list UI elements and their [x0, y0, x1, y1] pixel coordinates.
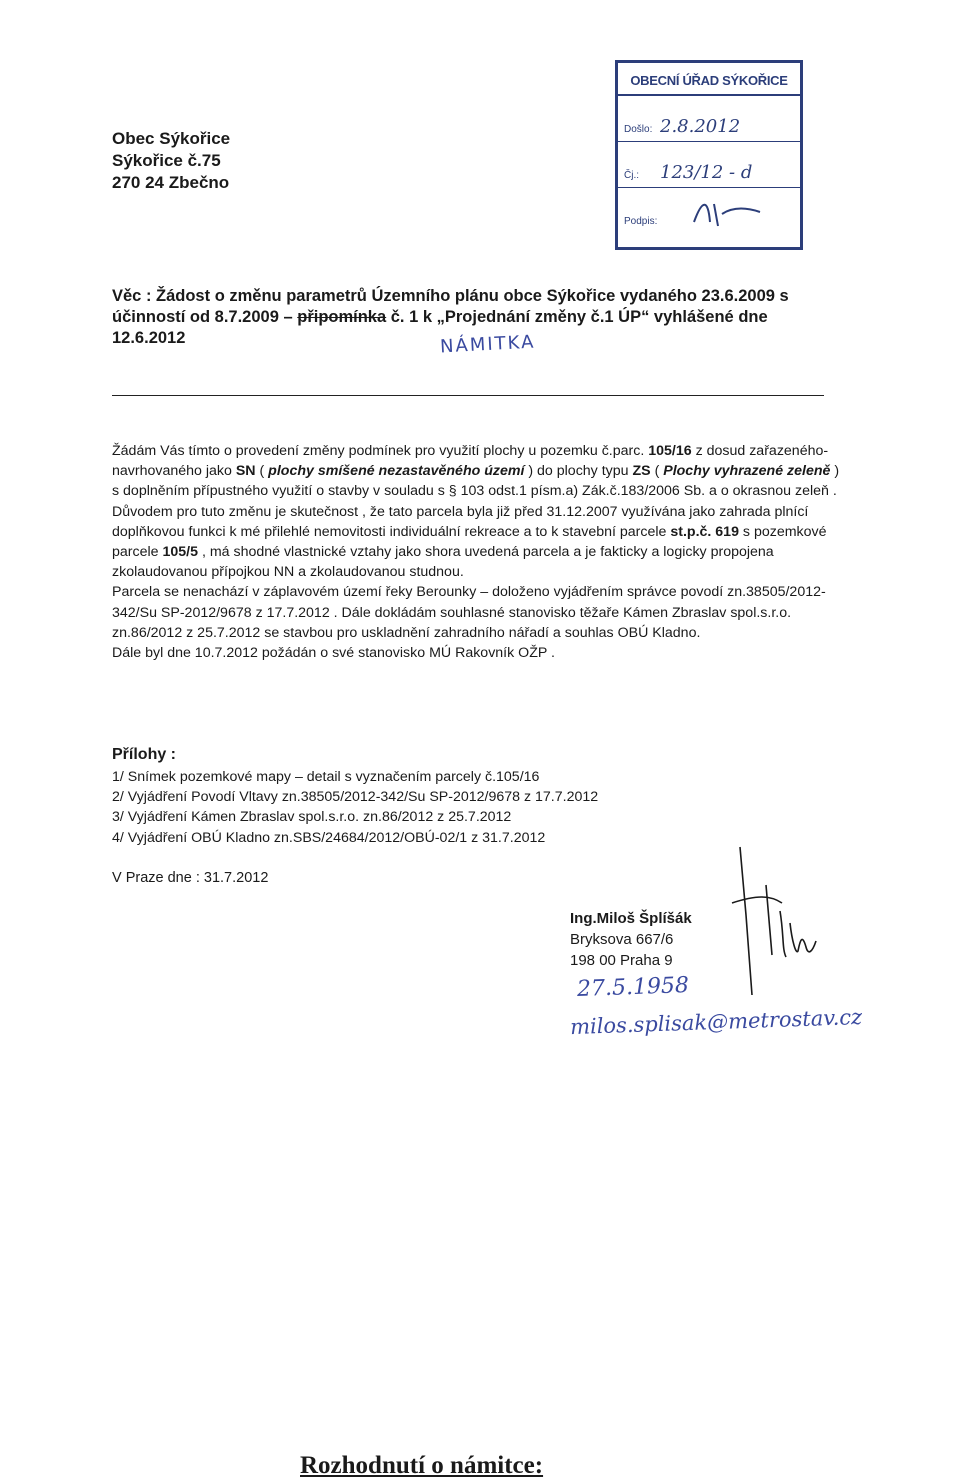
stamp-label: Došlo:	[624, 124, 653, 135]
text-run: Plochy vyhrazené zeleně	[663, 463, 831, 480]
stamp-row-received	[618, 96, 800, 142]
attachment-item: 1/ Snímek pozemkové mapy – detail s vyznačením parcely č.105/16	[112, 769, 540, 785]
receipt-stamp	[615, 60, 803, 250]
subject-text: Věc : Žádost o změnu parametrů Územního plánu obce Sýkořice vydaného 23.6.2009 s účinností od 8.7.2009 –	[112, 287, 789, 326]
text-run: 105/16	[648, 443, 692, 459]
text-run: plochy smíšené nezastavěného území	[268, 463, 525, 480]
stamp-signature-scribble	[688, 192, 768, 230]
text-run: (	[255, 463, 269, 480]
sender-block	[570, 908, 692, 971]
attachment-item: 4/ Vyjádření OBÚ Kladno zn.SBS/24684/2012/OBÚ-02/1 z 31.7.2012	[112, 829, 546, 846]
letter-body	[112, 441, 842, 663]
divider	[112, 395, 824, 396]
subject-text: č. 1 k „Projednání změny č.1 ÚP“ vyhlášené dne 12.6.2012	[112, 308, 768, 347]
text-run: Žádám Vás tímto o provedení změny podmínek pro využití plochy u pozemku č.parc.	[112, 443, 649, 459]
sender-name: Ing.Miloš Šplíšák	[570, 910, 692, 927]
text-run: , má shodné vlastnické vztahy jako shora uvedená parcela a je fakticky a logicky propojena zkolaudovanou přípojkou NN a zkolaudovanou studnou.	[112, 544, 774, 581]
body-paragraph: Dále byl dne 10.7.2012 požádán o své stanovisko MÚ Rakovník OŽP .	[112, 645, 555, 662]
sender-city: 198 00 Praha 9	[570, 952, 673, 969]
handwritten-birth-date: 27.5.1958	[576, 973, 690, 1002]
body-paragraph	[112, 441, 842, 502]
text-run: 105/5	[162, 544, 198, 561]
body-paragraph: Parcela se nenachází v záplavovém území řeky Berounky – doloženo vyjádřením správce povodí zn.38505/2012-342/Su SP-2012/9678 z 17.7.2012 . Dále dokládám souhlasné stanovisko těžaře Kámen Zbraslav spol.s.r.o. zn.86/2012 z 25.7.2012 se stavbou pro uskladnění zahradního nářadí a souhlas OBÚ Kladno.	[112, 584, 826, 641]
text-run: Důvodem pro tuto změnu je skutečnost , že tato parcela byla již před 31.12.2007 využívána jako zahrada plnící doplňkovou funkci k mé přilehlé nemovitosti individuální rekreace a to k stavební parcele	[112, 503, 809, 540]
attachment-item: 3/ Vyjádření Kámen Zbraslav spol.s.r.o. zn.86/2012 z 25.7.2012	[112, 809, 512, 826]
address-line: Sýkořice č.75	[112, 151, 221, 170]
stamp-handwritten-reference: 123/12 - d	[660, 162, 753, 183]
attachment-item: 2/ Vyjádření Povodí Vltavy zn.38505/2012-342/Su SP-2012/9678 z 17.7.2012	[112, 789, 599, 806]
stamp-label: Čj.:	[624, 170, 639, 181]
text-run: ) do plochy typu	[524, 463, 633, 480]
text-run: ZS	[632, 463, 651, 480]
address-line: 270 24 Zbečno	[112, 173, 230, 192]
handwritten-signature	[726, 845, 826, 1005]
text-run: (	[650, 463, 664, 480]
stamp-handwritten-date: 2.8.2012	[660, 116, 741, 137]
recipient-address	[112, 128, 230, 194]
text-run: st.p.č. 619	[670, 523, 739, 540]
sender-street: Bryksova 667/6	[570, 931, 674, 948]
stamp-row-signature	[618, 188, 800, 233]
text-run: ) s doplněním přípustného využití o stavby v souladu s § 103 odst.1 písm.a) Zák.č.183/2006 Sb. a o okrasnou zeleň .	[112, 463, 840, 500]
stamp-title: OBECNÍ ÚŘAD SÝKOŘICE	[618, 63, 800, 96]
text-run: SN	[235, 463, 256, 480]
stamp-row-reference	[618, 142, 800, 188]
address-line: Obec Sýkořice	[112, 129, 231, 148]
handwritten-email: milos.splisak@metrostav.cz	[569, 1004, 863, 1040]
subject-struck-word: připomínka	[297, 308, 387, 326]
attachments-heading: Přílohy :	[112, 746, 177, 763]
body-paragraph	[112, 502, 842, 583]
handwritten-note: NÁMITKA	[439, 331, 536, 358]
text-run: s pozemkové parcele	[112, 523, 827, 561]
text-run: z dosud zařazeného- navrhovaného jako	[112, 443, 829, 480]
decision-heading: Rozhodnutí o námitce:	[300, 1452, 544, 1479]
stamp-label: Podpis:	[624, 216, 658, 227]
attachments-list	[112, 767, 832, 848]
date-line: V Praze dne : 31.7.2012	[112, 870, 269, 886]
